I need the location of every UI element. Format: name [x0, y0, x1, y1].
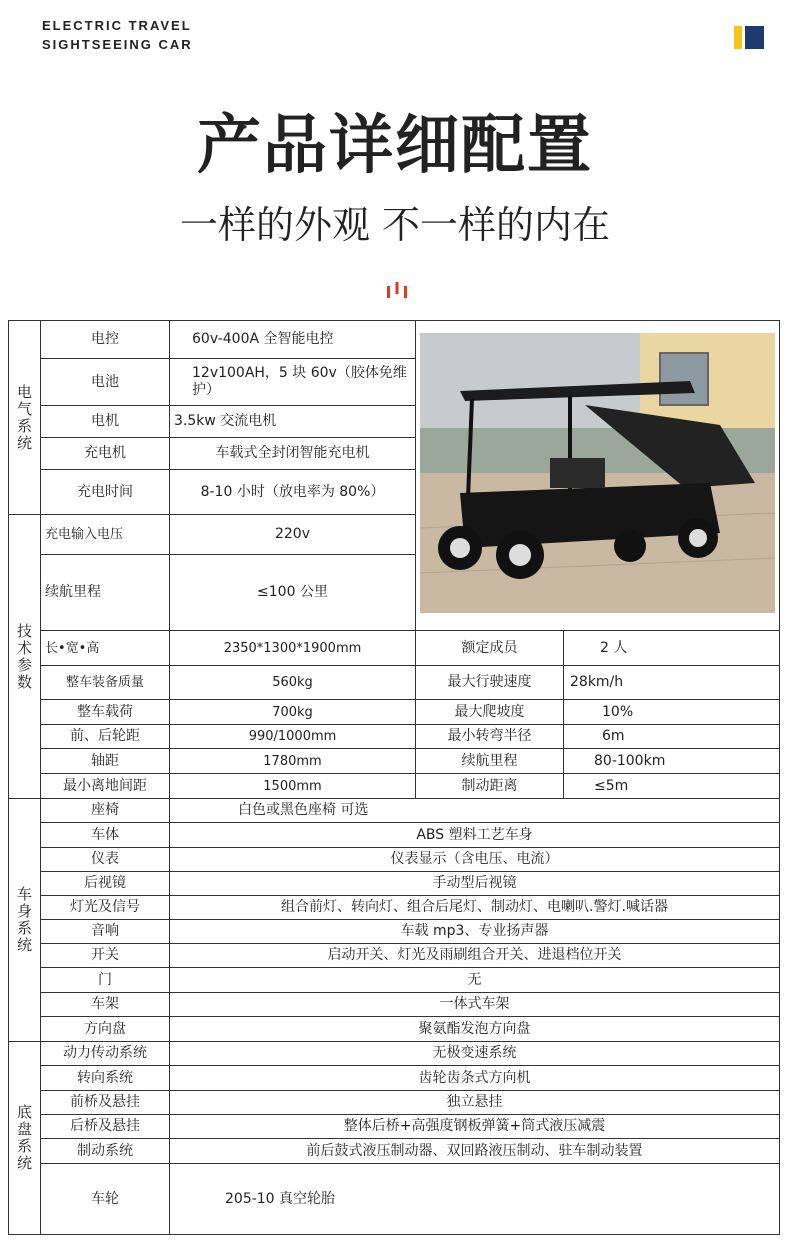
table-row [9, 1091, 780, 1115]
spec-value: 10% [564, 700, 780, 725]
table-row [9, 993, 780, 1017]
spec-value: 前后鼓式液压制动器、双回路液压制动、驻车制动装置 [170, 1139, 780, 1164]
group-tech: 技 术 参 数 [9, 515, 41, 799]
spec-value: 齿轮齿条式方向机 [170, 1066, 780, 1091]
table-row [9, 666, 780, 700]
spec-value: ≤5m [564, 774, 780, 799]
spec-label: 后桥及悬挂 [41, 1115, 170, 1139]
brand-line-1: ELECTRIC TRAVEL [42, 18, 192, 33]
spec-label: 长•宽•高 [41, 631, 170, 666]
spec-value: 8-10 小时（放电率为 80%） [170, 470, 416, 515]
table-row [9, 872, 780, 896]
spec-label: 转向系统 [41, 1066, 170, 1091]
spec-value: 12v100AH，5 块 60v（胶体免维护） [170, 359, 416, 406]
table-row [9, 631, 780, 666]
page-subtitle: 一样的外观 不一样的内在 [179, 203, 611, 247]
spec-label: 开关 [41, 944, 170, 968]
group-chassis: 底 盘 系 统 [9, 1042, 41, 1235]
spec-label: 动力传动系统 [41, 1042, 170, 1066]
spec-label: 车架 [41, 993, 170, 1017]
table-row [9, 968, 780, 993]
table-row [9, 1017, 780, 1042]
page-title: 产品详细配置 [197, 109, 593, 183]
spec-label: 续航里程 [416, 749, 564, 774]
spec-label: 门 [41, 968, 170, 993]
spec-table [8, 320, 780, 1235]
table-row [9, 1164, 780, 1235]
spec-label: 座椅 [41, 799, 170, 823]
spec-label: 制动系统 [41, 1139, 170, 1164]
spec-label: 音响 [41, 920, 170, 944]
spec-label: 车体 [41, 823, 170, 848]
spec-label: 最小转弯半径 [416, 725, 564, 749]
spec-value: 一体式车架 [170, 993, 780, 1017]
spec-label: 充电时间 [41, 470, 170, 515]
spec-label: 前桥及悬挂 [41, 1091, 170, 1115]
table-row [9, 1115, 780, 1139]
spec-value: 无极变速系统 [170, 1042, 780, 1066]
table-row [9, 700, 780, 725]
spec-value: 3.5kw 交流电机 [170, 406, 416, 438]
spec-value: ABS 塑料工艺车身 [170, 823, 780, 848]
table-row [9, 1139, 780, 1164]
spec-label: 仪表 [41, 848, 170, 872]
spec-value: 手动型后视镜 [170, 872, 780, 896]
spec-label: 额定成员 [416, 631, 564, 666]
spec-value: 白色或黑色座椅 可选 [170, 799, 780, 823]
spec-label: 续航里程 [41, 555, 170, 631]
vehicle-photo [416, 321, 780, 631]
decorative-bars-icon [385, 281, 409, 299]
table-row [9, 799, 780, 823]
spec-value: 整体后桥+高强度钢板弹簧+筒式液压减震 [170, 1115, 780, 1139]
table-row [9, 944, 780, 968]
spec-value: 组合前灯、转向灯、组合后尾灯、制动灯、电喇叭.警灯.喊话器 [170, 896, 780, 920]
spec-value: 700kg [170, 700, 416, 725]
spec-value: 聚氨酯发泡方向盘 [170, 1017, 780, 1042]
spec-value: 无 [170, 968, 780, 993]
table-row [9, 321, 780, 359]
spec-value: 启动开关、灯光及雨刷组合开关、进退档位开关 [170, 944, 780, 968]
spec-value: 990/1000mm [170, 725, 416, 749]
table-row [9, 823, 780, 848]
spec-label: 轴距 [41, 749, 170, 774]
brand-flag-icon [734, 26, 764, 49]
spec-label: 制动距离 [416, 774, 564, 799]
table-row [9, 749, 780, 774]
spec-label: 整车装备质量 [41, 666, 170, 700]
table-row [9, 920, 780, 944]
table-row [9, 1066, 780, 1091]
spec-label: 最小离地间距 [41, 774, 170, 799]
spec-label: 充电机 [41, 438, 170, 470]
spec-value: 1780mm [170, 749, 416, 774]
spec-value: 205-10 真空轮胎 [170, 1164, 780, 1235]
spec-value: 6m [564, 725, 780, 749]
spec-label: 灯光及信号 [41, 896, 170, 920]
spec-value: 220v [170, 515, 416, 555]
spec-label: 电池 [41, 359, 170, 406]
spec-value: 独立悬挂 [170, 1091, 780, 1115]
spec-value: 2350*1300*1900mm [170, 631, 416, 666]
table-row [9, 1042, 780, 1066]
spec-label: 前、后轮距 [41, 725, 170, 749]
spec-value: 车载 mp3、专业扬声器 [170, 920, 780, 944]
spec-label: 整车载荷 [41, 700, 170, 725]
group-body: 车 身 系 统 [9, 799, 41, 1042]
spec-label: 电机 [41, 406, 170, 438]
spec-label: 最大爬坡度 [416, 700, 564, 725]
spec-label: 方向盘 [41, 1017, 170, 1042]
table-row [9, 848, 780, 872]
spec-value: ≤100 公里 [170, 555, 416, 631]
spec-label: 车轮 [41, 1164, 170, 1235]
spec-label: 电控 [41, 321, 170, 359]
table-row [9, 774, 780, 799]
spec-value: 560kg [170, 666, 416, 700]
spec-value: 28km/h [564, 666, 780, 700]
spec-label: 充电输入电压 [41, 515, 170, 555]
group-electric: 电 气 系 统 [9, 321, 41, 515]
brand-logo-text [42, 16, 193, 54]
table-row [9, 725, 780, 749]
electric-cart-image [420, 333, 775, 613]
brand-line-2: SIGHTSEEING CAR [42, 37, 193, 52]
spec-value: 80-100km [564, 749, 780, 774]
spec-label: 后视镜 [41, 872, 170, 896]
table-row [9, 896, 780, 920]
spec-value: 仪表显示（含电压、电流） [170, 848, 780, 872]
spec-value: 60v-400A 全智能电控 [170, 321, 416, 359]
spec-label: 最大行驶速度 [416, 666, 564, 700]
spec-value: 2 人 [564, 631, 780, 666]
spec-value: 车载式全封闭智能充电机 [170, 438, 416, 470]
spec-value: 1500mm [170, 774, 416, 799]
